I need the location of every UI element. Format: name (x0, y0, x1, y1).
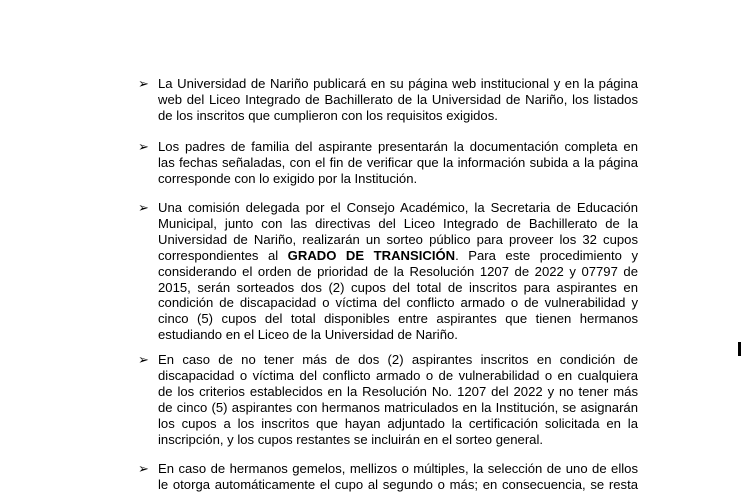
text-line: inscripción, y los cupos restantes se incluirán en el sorteo general. (158, 431, 544, 447)
arrow-bullet-icon: ➢ (138, 352, 149, 367)
text-line: de cinco (5) aspirantes con hermanos matriculados en la Institución, se asignarán (158, 399, 638, 415)
text-line: cinco (5) cupos del total disponibles entre aspirantes que tienen hermanos (158, 311, 638, 327)
bullet-item-sorteo-publico (138, 200, 638, 343)
text-line: 2015, serán sorteados dos (2) cupos del total de inscritos para aspirantes en (158, 279, 638, 295)
paragraph-text (158, 139, 638, 187)
text-line: considerando el orden de prioridad de la Resolución 1207 de 2022 y 07797 de (158, 263, 638, 279)
arrow-bullet-icon: ➢ (138, 139, 149, 154)
text-line: le otorga automáticamente el cupo al segundo o más; en consecuencia, se resta (158, 476, 638, 492)
bullet-item-asignacion-cupos (138, 352, 638, 447)
text-line: web del Liceo Integrado de Bachillerato de la Universidad de Nariño, los listados (158, 91, 638, 107)
text-line: Los padres de familia del aspirante presentarán la documentación completa en (158, 139, 638, 154)
text-line: Municipal, junto con las directivas del Liceo Integrado de Bachillerato de la (158, 215, 638, 231)
text-line: de los criterios establecidos en la Resolución No. 1207 del 2022 y no tener más (158, 383, 638, 399)
text-line: estudiando en el Liceo de la Universidad de Nariño. (158, 327, 458, 343)
text-fragment: correspondientes al (158, 247, 288, 263)
text-line: condición de discapacidad o víctima del conflicto armado o de vulnerabilidad y (158, 295, 638, 311)
paragraph-text (158, 200, 638, 343)
text-line (158, 248, 638, 264)
bullet-item-publicacion-listados (138, 76, 638, 124)
text-line: La Universidad de Nariño publicará en su página web institucional y en la página (158, 76, 638, 91)
arrow-bullet-icon: ➢ (138, 200, 149, 215)
text-line: los cupos a los inscritos que hayan adjuntado la certificación solicitada en la (158, 415, 638, 431)
text-line: En caso de hermanos gemelos, mellizos o múltiples, la selección de uno de ellos (158, 461, 638, 476)
bold-term: GRADO DE TRANSICIÓN (287, 247, 456, 263)
bullet-item-documentacion-padres (138, 139, 638, 187)
bullet-item-hermanos-gemelos (138, 461, 638, 493)
text-line: las fechas señaladas, con el fin de verificar que la información subida a la página (158, 154, 638, 170)
arrow-bullet-icon: ➢ (138, 76, 149, 91)
text-line: de los inscritos que cumplieron con los requisitos exigidos. (158, 107, 498, 123)
text-line: corresponde con lo exigido por la Institución. (158, 170, 418, 186)
paragraph-text (158, 76, 638, 124)
text-line: discapacidad o víctima del conflicto armado o de vulnerabilidad o en cualquiera (158, 367, 638, 383)
text-line: Una comisión delegada por el Consejo Académico, la Secretaria de Educación (158, 200, 638, 215)
text-line: Universidad de Nariño, realizarán un sorteo público para proveer los 32 cupos (158, 231, 638, 247)
arrow-bullet-icon: ➢ (138, 461, 149, 476)
text-fragment: . Para este procedimiento y (455, 247, 638, 263)
text-line: En caso de no tener más de dos (2) aspirantes inscritos en condición de (158, 352, 638, 367)
paragraph-text (158, 461, 638, 493)
paragraph-text (158, 352, 638, 447)
